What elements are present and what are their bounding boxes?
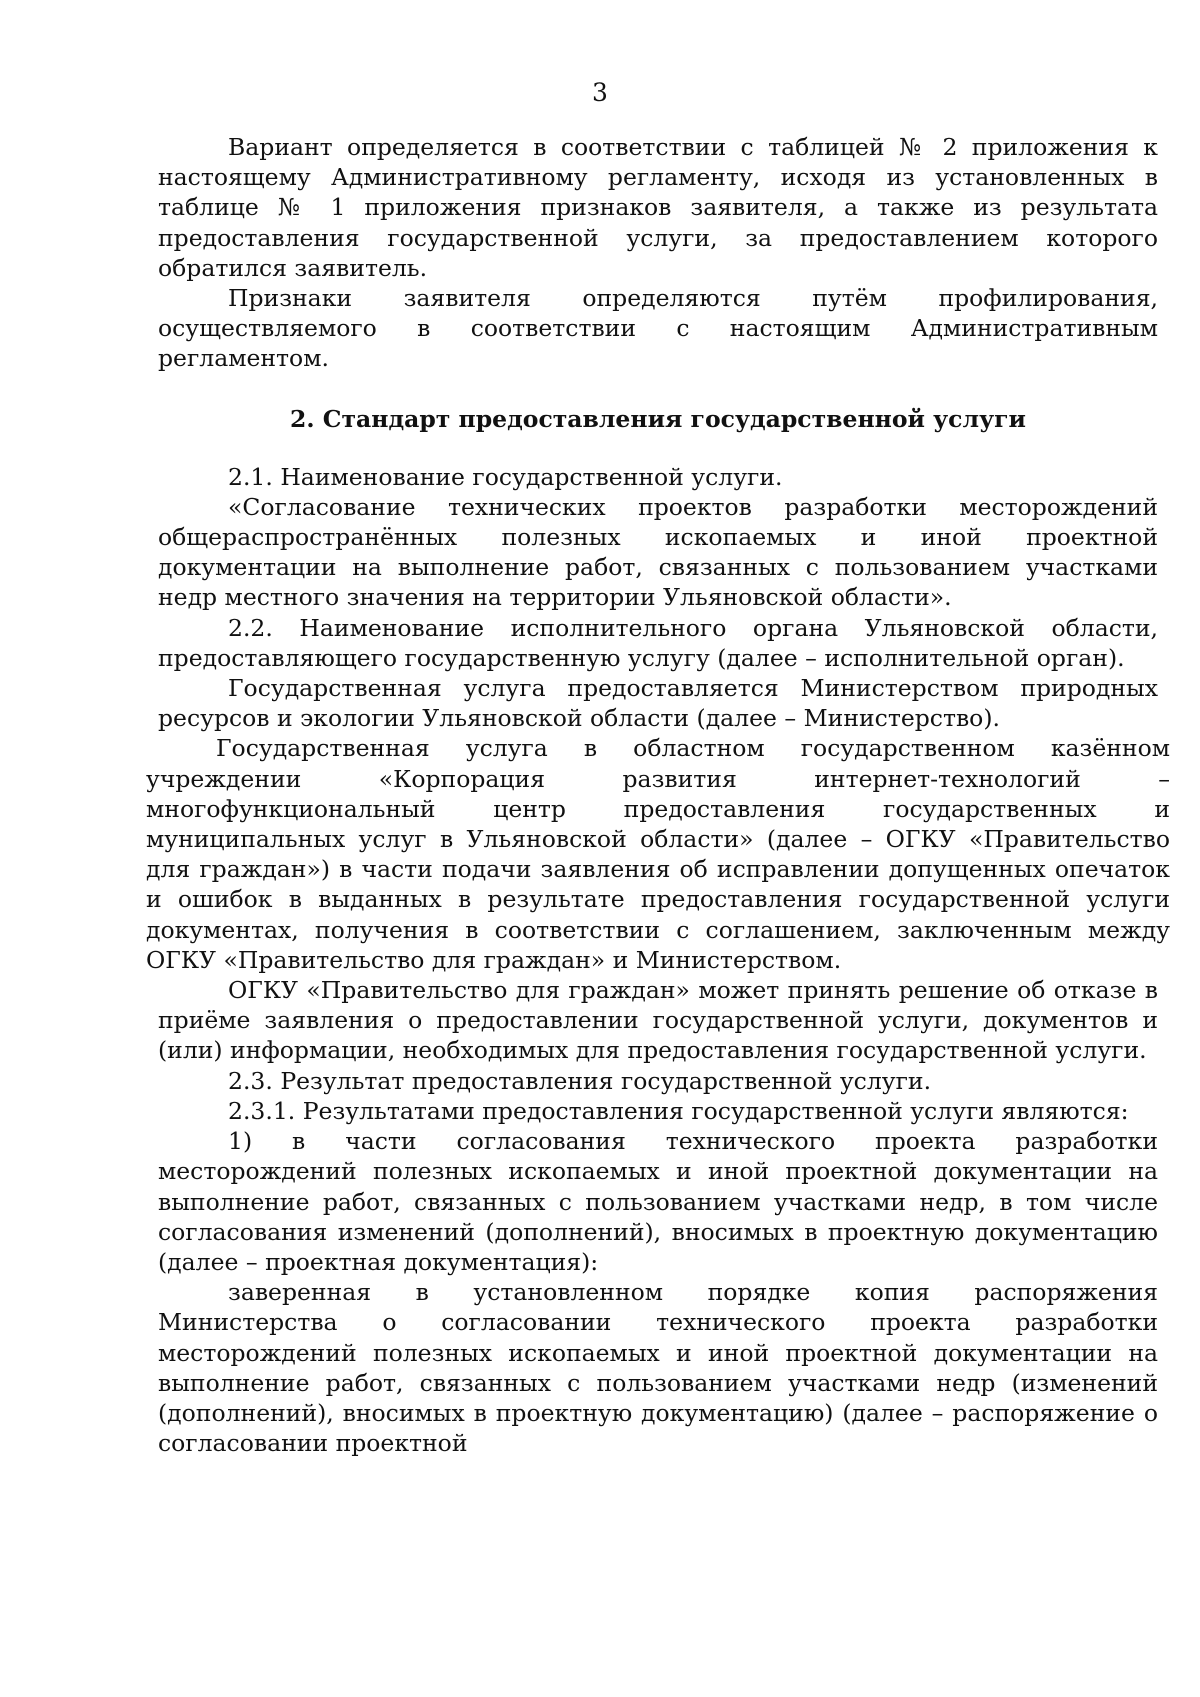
paragraph: Признаки заявителя определяются путём профилирования, осуществляемого в соответствии с настоящим Административным регламентом. [158, 284, 1158, 373]
paragraph: 2.2. Наименование исполнительного органа Ульяновской области, предоставляющего государственную услугу (далее – исполнительной орган). [158, 613, 1158, 672]
paragraph: 2.3.1. Результатами предоставления государственной услуги являются: [228, 1096, 1129, 1125]
document-body [146, 132, 1170, 1458]
page-number: 3 [592, 78, 608, 107]
section-heading: 2. Стандарт предоставления государственной услуги [290, 404, 1026, 433]
paragraph: Вариант определяется в соответствии с таблицей № 2 приложения к настоящему Административному регламенту, исходя из установленных в таблице № 1 приложения признаков заявителя, а также из результата предоставления государственной услуги, за предоставлением которого обратился заявитель. [158, 133, 1158, 282]
paragraph: 2.1. Наименование государственной услуги. [228, 462, 783, 491]
paragraph: заверенная в установленном порядке копия распоряжения Министерства о согласовании технического проекта разработки месторождений полезных ископаемых и иной проектной документации на выполнение работ, связанных с пользованием участками недр (изменений (дополнений), вносимых в проектную документацию) (далее – распоряжение о согласовании проектной [158, 1278, 1158, 1458]
paragraph: ОГКУ «Правительство для граждан» может принять решение об отказе в приёме заявления о предоставлении государственной услуги, документов и (или) информации, необходимых для предоставления государственной услуги. [158, 976, 1158, 1065]
paragraph: 2.3. Результат предоставления государственной услуги. [228, 1066, 932, 1095]
paragraph: «Согласование технических проектов разработки месторождений общераспространённых полезных ископаемых и иной проектной документации на выполнение работ, связанных с пользованием участками недр местного значения на территории Ульяновской области». [158, 492, 1158, 612]
paragraph-wide: Государственная услуга в областном государственном казённом учреждении «Корпорация развития интернет-технологий – многофункциональный центр предоставления государственных и муниципальных услуг в Ульяновской области» (далее – ОГКУ «Правительство для граждан») в части подачи заявления об исправлении допущенных опечаток и ошибок в выданных в результате предоставления государственной услуги документах, получения в соответствии с соглашением, заключенным между ОГКУ «Правительство для граждан» и Министерством. [146, 734, 1170, 974]
paragraph: Государственная услуга предоставляется Министерством природных ресурсов и экологии Ульяновской области (далее – Министерство). [158, 674, 1158, 733]
paragraph: 1) в части согласования технического проекта разработки месторождений полезных ископаемых и иной проектной документации на выполнение работ, связанных с пользованием участками недр, в том числе согласования изменений (дополнений), вносимых в проектную документацию (далее – проектная документация): [158, 1127, 1158, 1276]
